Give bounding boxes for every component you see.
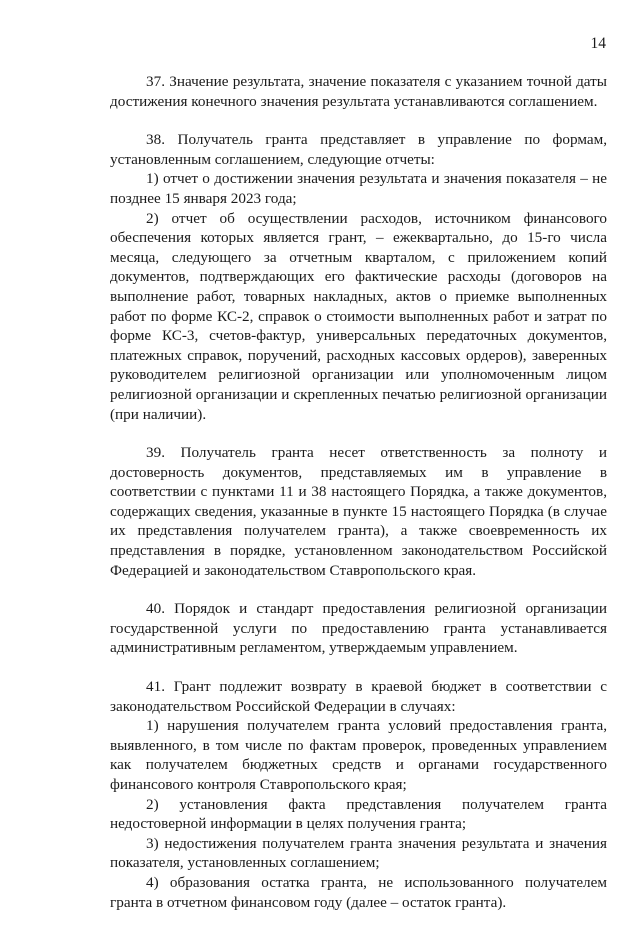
list-item: 2) отчет об осуществлении расходов, источником финансового обеспечения которых является грант, – ежеквартально, до 15-го числа месяца, следующего за отчетным кварталом, с приложением копий документов, подтверждающих его фактические расходы (договоров на выполнение работ, товарных накладных, актов о приемке выполненных работ по форме КС-2, справок о стоимости выполненных работ и затрат по форме КС-3, счетов-фактур, универсальных передаточных документов, платежных справок, поручений, расходных кассовых ордеров), заверенных руководителем религиозной организации или уполномоченным лицом религиозной организации и скрепленных печатью религиозной организации (при наличии). xyxy=(110,209,607,423)
page-number: 14 xyxy=(590,35,606,52)
section-38 xyxy=(110,130,607,424)
paragraph: 37. Значение результата, значение показателя с указанием точной даты достижения конечного значения результата устанавливаются соглашением. xyxy=(110,73,607,110)
list-item: 4) образования остатка гранта, не использованного получателем гранта в отчетном финансовом году (далее – остаток гранта). xyxy=(110,873,607,911)
paragraph: 39. Получатель гранта несет ответственность за полноту и достоверность документов, представляемых им в управление в соответствии с пунктами 11 и 38 настоящего Порядка, а также документов, содержащих сведения, указанные в пункте 15 настоящего Порядка (в случае их представления получателем гранта), а также своевременность их представления в порядке, установленном законодательством Российской Федерацией и законодательством Ставропольского края. xyxy=(110,444,607,579)
section-39 xyxy=(110,443,607,580)
list-item: 3) недостижения получателем гранта значения результата и значения показателя, установленных соглашением; xyxy=(110,834,607,872)
section-41 xyxy=(110,677,607,912)
list-item: 1) нарушения получателем гранта условий предоставления гранта, выявленного, в том числе по фактам проверок, проведенных управлением как получателем бюджетных средств и органами государственного финансового контроля Ставропольского края; xyxy=(110,717,607,793)
document-body xyxy=(110,72,607,931)
paragraph: 41. Грант подлежит возврату в краевой бюджет в соответствии с законодательством Российской Федерации в случаях: xyxy=(110,678,607,715)
section-40 xyxy=(110,599,607,658)
paragraph: 40. Порядок и стандарт предоставления религиозной организации государственной услуги по предоставлению гранта устанавливается административным регламентом, утверждаемым управлением. xyxy=(110,600,607,657)
list-item: 2) установления факта представления получателем гранта недостоверной информации в целях получения гранта; xyxy=(110,795,607,833)
paragraph: 38. Получатель гранта представляет в управление по формам, установленным соглашением, следующие отчеты: xyxy=(110,131,607,168)
list-item: 1) отчет о достижении значения результата и значения показателя – не позднее 15 января 2023 года; xyxy=(110,170,607,207)
section-37 xyxy=(110,72,607,111)
